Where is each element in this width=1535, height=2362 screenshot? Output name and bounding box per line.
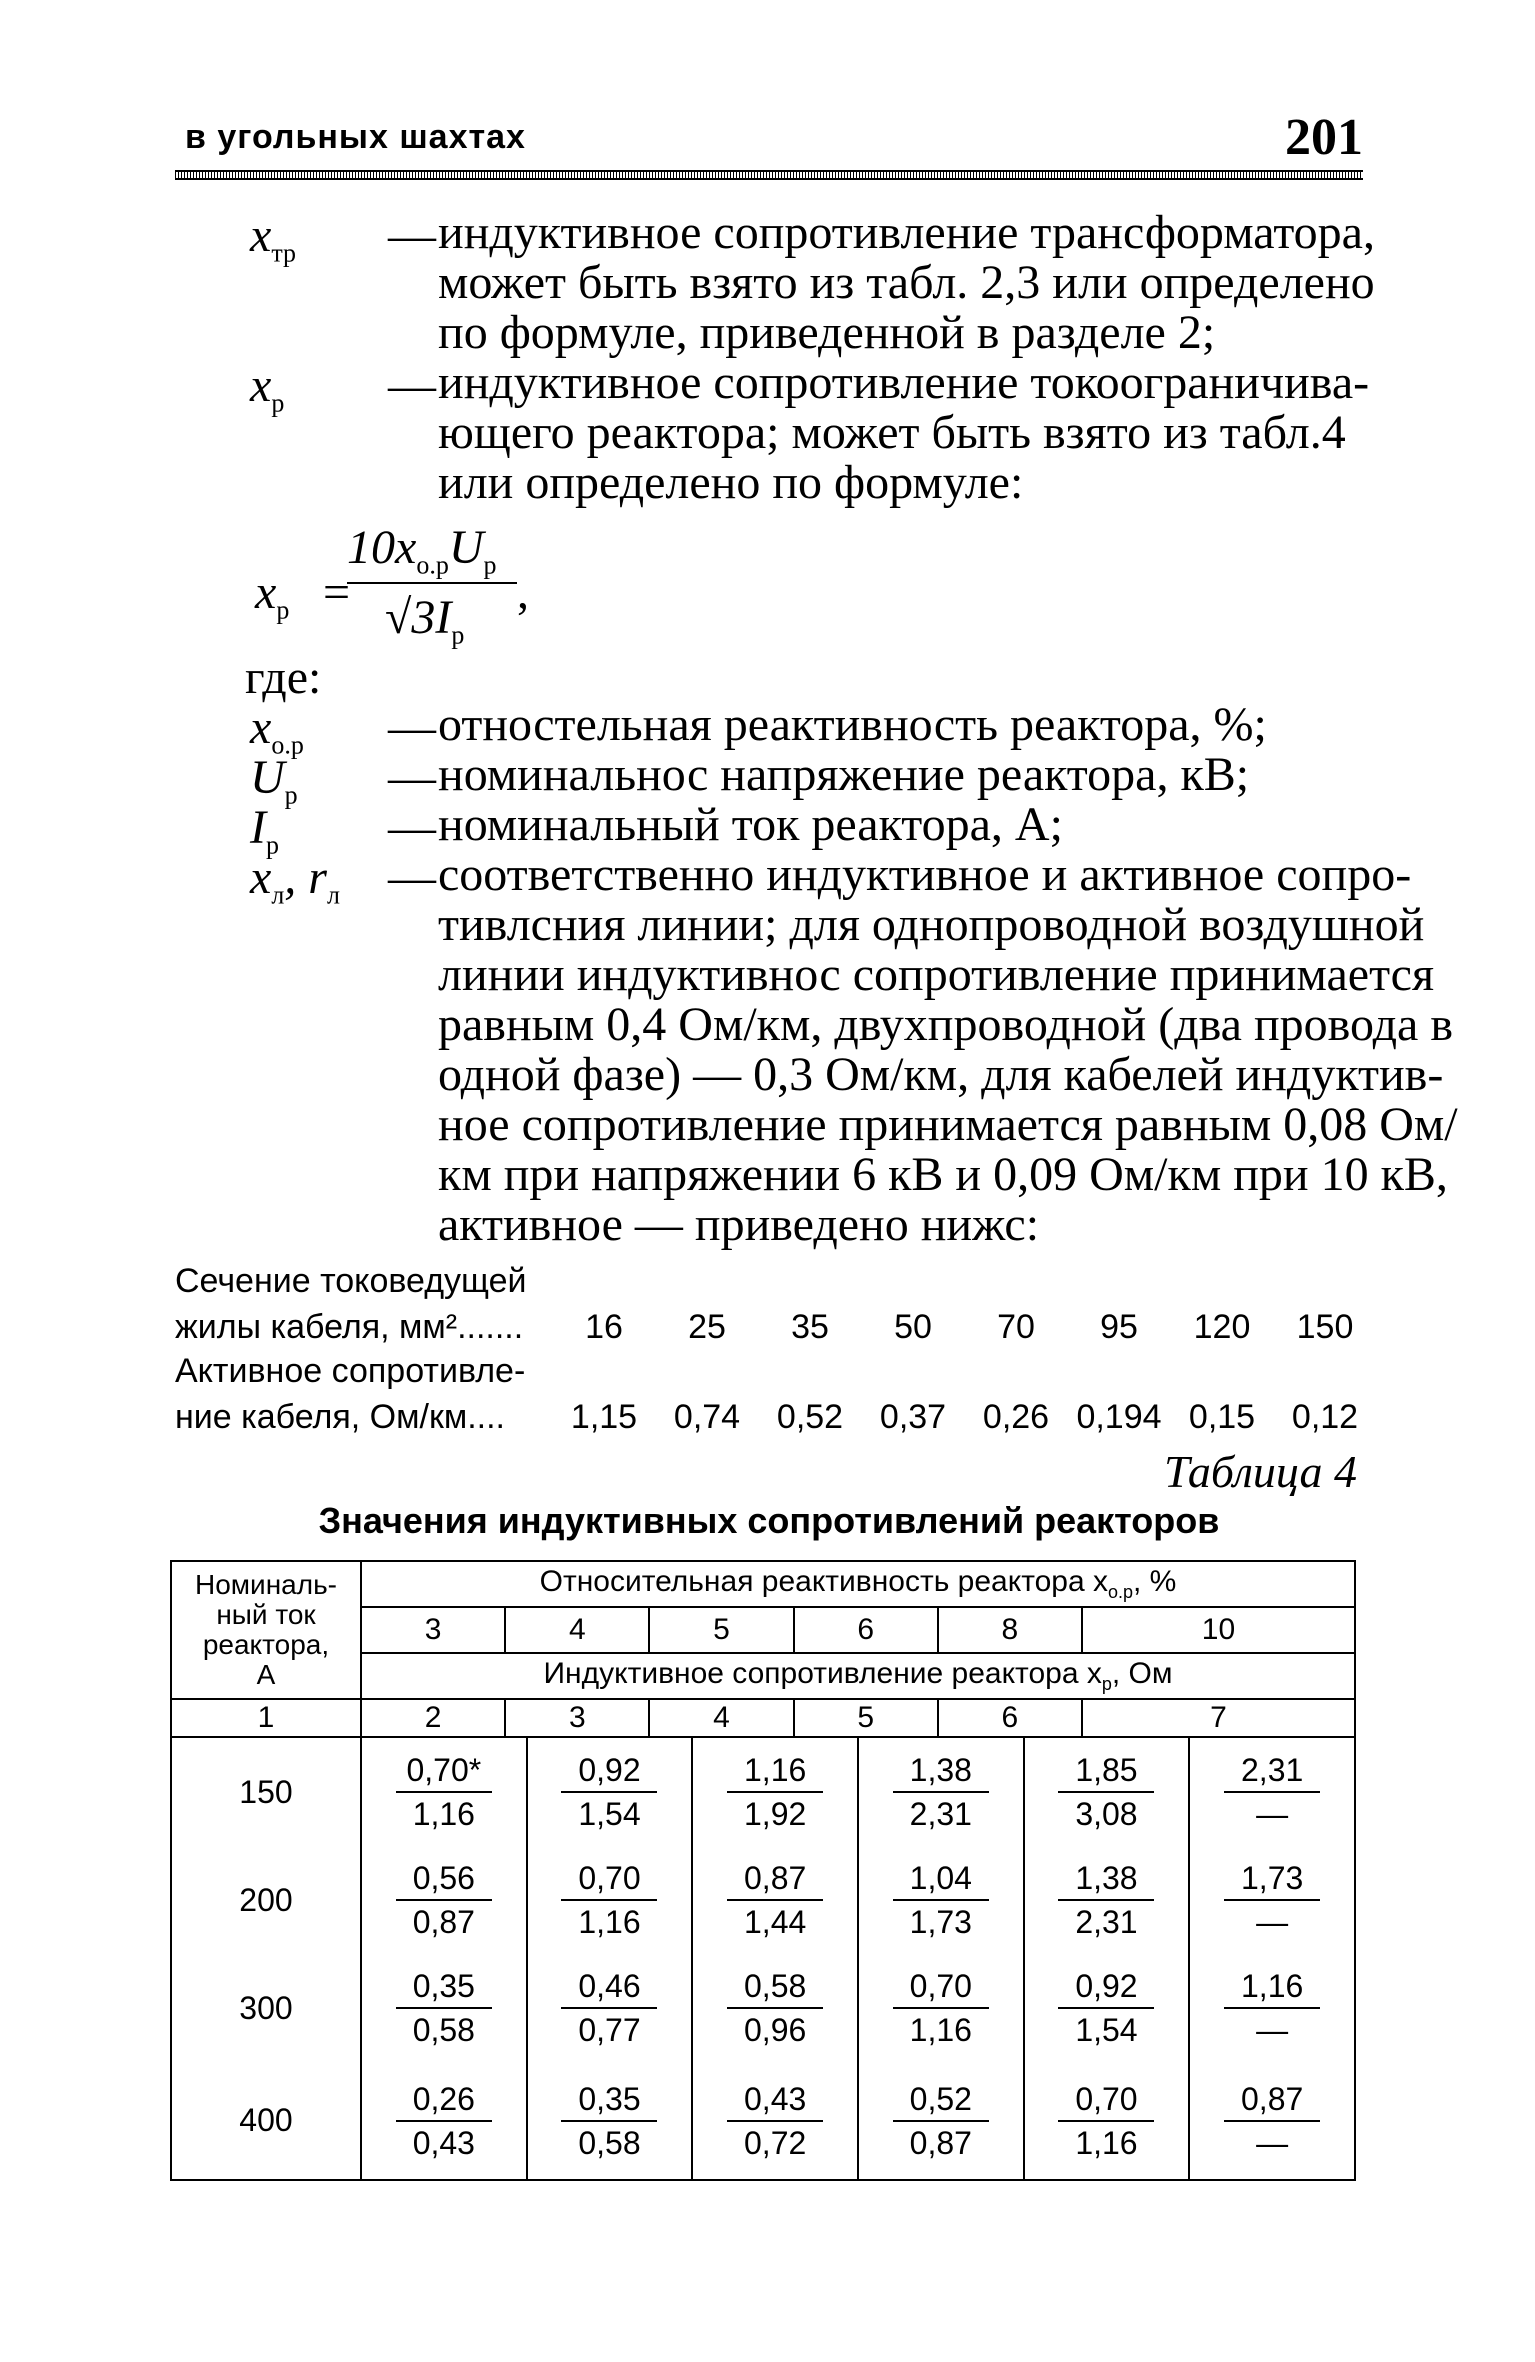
reactance-6kv: 0,70* xyxy=(396,1749,492,1793)
value-fraction xyxy=(396,1749,492,1835)
reactance-10kv: 0,58 xyxy=(412,2012,475,2048)
reactance-cell xyxy=(858,1954,1024,2062)
reactance-10kv: — xyxy=(1256,2124,1289,2161)
reactance-cell xyxy=(1024,1846,1190,1954)
dash: — xyxy=(388,851,436,904)
reactance-cell xyxy=(858,1846,1024,1954)
cable-resistance-value: 0,26 xyxy=(982,1398,1050,1436)
value-fraction xyxy=(1058,1965,1154,2051)
reactance-cell xyxy=(692,1846,858,1954)
formula-numerator: $10x_{о.р}U_р$ xyxy=(347,521,497,580)
reactance-10kv: 2,31 xyxy=(1075,1904,1138,1940)
percent-col: 8 xyxy=(938,1607,1082,1653)
percent-col: 6 xyxy=(794,1607,938,1653)
col-number: 5 xyxy=(794,1699,938,1737)
where-line: ное сопротивление принимается равным 0,08 Ом/ xyxy=(438,1098,1458,1151)
definition-line: индуктивное сопротивление токоограничива- xyxy=(438,356,1370,409)
where-line: активное — приведено нижс: xyxy=(438,1198,1040,1251)
cable-resistance-value: 0,52 xyxy=(776,1398,844,1436)
percent-col: 5 xyxy=(649,1607,793,1653)
page-number: 201 xyxy=(1285,109,1363,166)
reactance-10kv: — xyxy=(1256,1904,1289,1940)
where-line: номинальный ток реактора, А; xyxy=(438,798,1063,851)
cable-resistance-value: 0,12 xyxy=(1291,1398,1359,1436)
reactance-6kv: 0,92 xyxy=(561,1749,657,1793)
table-row xyxy=(171,1846,1355,1954)
table-number: Таблица 4 xyxy=(1163,1446,1357,1497)
cable-section-value: 35 xyxy=(791,1308,829,1346)
value-fraction xyxy=(1224,1857,1320,1943)
value-fraction xyxy=(727,1857,823,1943)
symbol-i-r: $I_р$ xyxy=(250,801,279,860)
dash: — xyxy=(388,751,436,804)
reactance-cell xyxy=(692,2062,858,2180)
reactance-cell xyxy=(1189,2062,1355,2180)
formula-comma: , xyxy=(517,566,529,619)
value-fraction xyxy=(561,1749,657,1835)
reactor-table-body xyxy=(170,1738,1356,2181)
reactance-10kv: 0,96 xyxy=(744,2012,807,2048)
reactance-10kv: 1,54 xyxy=(1075,2012,1138,2048)
reactance-cell xyxy=(1189,1846,1355,1954)
formula-denominator: $√3I_р$ xyxy=(385,591,465,650)
dash: — xyxy=(388,359,436,412)
percent-col: 4 xyxy=(505,1607,649,1653)
definition-line: или определено по формуле: xyxy=(438,456,1024,509)
current-cell: 200 xyxy=(171,1846,361,1954)
reactance-cell xyxy=(527,1846,693,1954)
reactance-cell xyxy=(1189,1954,1355,2062)
reactance-cell xyxy=(527,1954,693,2062)
col-number: 6 xyxy=(938,1699,1082,1737)
reactance-6kv: 0,92 xyxy=(1058,1965,1154,2009)
reactance-cell xyxy=(361,1846,527,1954)
reactance-6kv: 0,46 xyxy=(561,1965,657,2009)
reactance-6kv: 0,56 xyxy=(396,1857,492,1901)
value-fraction xyxy=(1058,2078,1154,2164)
definition-line: ющего реактора; может быть взято из табл.4 xyxy=(438,406,1346,459)
value-fraction xyxy=(893,1965,989,2051)
cable-resistance-value: 0,37 xyxy=(879,1398,947,1436)
reactor-formula xyxy=(255,520,595,660)
cable-resistance-value: 0,74 xyxy=(673,1398,741,1436)
reactance-6kv: 0,87 xyxy=(1224,2078,1320,2122)
reactance-6kv: 0,35 xyxy=(561,2078,657,2122)
header-rule xyxy=(175,170,1363,180)
reactance-10kv: 1,16 xyxy=(1075,2124,1138,2161)
where-line: линии индуктивнос сопротивление принимается xyxy=(438,948,1435,1001)
value-fraction xyxy=(1224,2078,1320,2164)
cable-section-value: 70 xyxy=(997,1308,1035,1346)
reactance-cell xyxy=(1189,1738,1355,1846)
reactance-cell xyxy=(858,1738,1024,1846)
cable-section-value: 120 xyxy=(1193,1308,1251,1346)
cable-resistance-value: 1,15 xyxy=(570,1398,638,1436)
formula-lhs: $x_р$ xyxy=(255,566,290,625)
percent-col: 10 xyxy=(1082,1607,1355,1653)
reactance-cell xyxy=(692,1954,858,2062)
where-line: одной фазе) — 0,3 Ом/км, для кабелей индуктив- xyxy=(438,1048,1444,1101)
reactance-cell xyxy=(1024,1738,1190,1846)
cable-section-label: Сечение токоведущей xyxy=(175,1262,527,1300)
reactance-6kv: 1,38 xyxy=(1058,1857,1154,1901)
reactance-6kv: 0,35 xyxy=(396,1965,492,2009)
reactance-cell xyxy=(1024,2062,1190,2180)
reactance-6kv: 1,04 xyxy=(893,1857,989,1901)
col-number: 7 xyxy=(1082,1699,1355,1737)
value-fraction xyxy=(1224,1965,1320,2051)
table-row xyxy=(171,1738,1355,1846)
where-line: км при напряжении 6 кВ и 0,09 Ом/км при 10 кВ, xyxy=(438,1148,1448,1201)
reactance-cell xyxy=(527,2062,693,2180)
cable-section-value: 95 xyxy=(1100,1308,1138,1346)
sub-header: Индуктивное сопротивление реактора $x_р$, Ом xyxy=(361,1653,1355,1699)
symbol-x-r: $x_р$ xyxy=(250,359,285,418)
reactance-6kv: 0,43 xyxy=(727,2078,823,2122)
where-line: соответственно индуктивное и активное сопро- xyxy=(438,848,1412,901)
cable-section-value: 50 xyxy=(894,1308,932,1346)
col-number: 3 xyxy=(505,1699,649,1737)
reactance-10kv: 0,77 xyxy=(578,2012,641,2048)
cable-section-label: жилы кабеля, мм²....... xyxy=(175,1308,524,1346)
where-line: номинальнос напряжение реактора, кВ; xyxy=(438,748,1250,801)
cable-section-value: 16 xyxy=(585,1308,623,1346)
value-fraction xyxy=(1224,1749,1320,1835)
symbol-x-or: $x_{о.р}$ xyxy=(250,701,304,760)
value-fraction xyxy=(396,2078,492,2164)
reactance-6kv: 1,16 xyxy=(1224,1965,1320,2009)
reactance-10kv: 1,73 xyxy=(909,1904,972,1940)
reactor-table xyxy=(170,1560,1356,1738)
reactance-6kv: 1,73 xyxy=(1224,1857,1320,1901)
group-header: Относительная реактивность реактора $x_{о.р}$, % xyxy=(361,1561,1355,1607)
cable-resistance-label: Активное сопротивле- xyxy=(175,1352,526,1390)
reactance-6kv: 2,31 xyxy=(1224,1749,1320,1793)
current-cell: 150 xyxy=(171,1738,361,1846)
reactance-10kv: 1,54 xyxy=(578,1796,641,1832)
value-fraction xyxy=(561,1965,657,2051)
reactance-cell xyxy=(361,1738,527,1846)
reactance-6kv: 0,52 xyxy=(893,2078,989,2122)
percent-col: 3 xyxy=(361,1607,505,1653)
table-title: Значения индуктивных сопротивлений реакторов xyxy=(318,1500,1220,1541)
reactance-6kv: 0,70 xyxy=(1058,2078,1154,2122)
value-fraction xyxy=(561,2078,657,2164)
reactance-6kv: 0,70 xyxy=(893,1965,989,2009)
reactance-cell xyxy=(1024,1954,1190,2062)
col-number: 1 xyxy=(171,1699,361,1737)
value-fraction xyxy=(396,1857,492,1943)
reactance-10kv: — xyxy=(1256,2012,1289,2048)
reactance-10kv: 1,16 xyxy=(412,1796,475,1832)
col-number: 2 xyxy=(361,1699,505,1737)
running-title: в угольных шахтах xyxy=(185,118,526,156)
reactance-10kv: 2,31 xyxy=(909,1796,972,1832)
reactance-cell xyxy=(527,1738,693,1846)
reactance-10kv: 0,72 xyxy=(744,2124,807,2161)
value-fraction xyxy=(893,2078,989,2164)
value-fraction xyxy=(727,2078,823,2164)
definition-line: может быть взято из табл. 2,3 или определено xyxy=(438,256,1375,309)
where-line: тивлсния линии; для однопроводной воздушной xyxy=(438,898,1425,951)
value-fraction xyxy=(396,1965,492,2051)
where-label: где: xyxy=(245,651,322,704)
reactance-6kv: 0,70 xyxy=(561,1857,657,1901)
value-fraction xyxy=(727,1749,823,1835)
reactance-6kv: 0,58 xyxy=(727,1965,823,2009)
symbol-x-l-r-l: $x_л$, $r_л$ xyxy=(250,851,340,910)
value-fraction xyxy=(727,1965,823,2051)
dash: — xyxy=(388,701,436,754)
reactance-10kv: 1,16 xyxy=(578,1904,641,1940)
reactance-10kv: — xyxy=(1256,1796,1289,1832)
reactance-cell xyxy=(361,1954,527,2062)
reactance-10kv: 0,87 xyxy=(412,1904,475,1940)
stub-header: Номиналь- ный ток реактора, А xyxy=(171,1561,361,1699)
fraction-bar xyxy=(347,582,517,584)
reactance-cell xyxy=(361,2062,527,2180)
table-row xyxy=(171,2062,1355,2180)
current-cell: 400 xyxy=(171,2062,361,2180)
reactance-10kv: 0,58 xyxy=(578,2124,641,2161)
cable-resistance-value: 0,194 xyxy=(1076,1398,1162,1436)
reactance-10kv: 1,92 xyxy=(744,1796,807,1832)
cable-section-value: 150 xyxy=(1296,1308,1354,1346)
value-fraction xyxy=(1058,1749,1154,1835)
reactance-10kv: 1,16 xyxy=(909,2012,972,2048)
symbol-u-r: $U_р$ xyxy=(250,751,298,810)
col-number: 4 xyxy=(649,1699,793,1737)
dash: — xyxy=(388,209,436,262)
reactance-6kv: 0,26 xyxy=(396,2078,492,2122)
reactance-cell xyxy=(692,1738,858,1846)
definition-line: индуктивное сопротивление трансформатора, xyxy=(438,206,1375,259)
symbol-x-tr: $x_{тр}$ xyxy=(250,209,296,268)
reactance-10kv: 3,08 xyxy=(1075,1796,1138,1832)
reactance-10kv: 0,87 xyxy=(909,2124,972,2161)
cable-resistance-label: ние кабеля, Ом/км.... xyxy=(175,1398,505,1436)
value-fraction xyxy=(1058,1857,1154,1943)
reactance-10kv: 1,44 xyxy=(744,1904,807,1940)
where-line: равным 0,4 Ом/км, двухпроводной (два провода в xyxy=(438,998,1454,1051)
value-fraction xyxy=(893,1857,989,1943)
dash: — xyxy=(388,801,436,854)
value-fraction xyxy=(893,1749,989,1835)
reactance-6kv: 1,38 xyxy=(893,1749,989,1793)
value-fraction xyxy=(561,1857,657,1943)
reactance-6kv: 1,16 xyxy=(727,1749,823,1793)
reactance-10kv: 0,43 xyxy=(412,2124,475,2161)
cable-section-value: 25 xyxy=(688,1308,726,1346)
formula-equals: = xyxy=(323,566,351,619)
reactance-6kv: 0,87 xyxy=(727,1857,823,1901)
cable-resistance-value: 0,15 xyxy=(1188,1398,1256,1436)
definition-line: по формуле, приведенной в разделе 2; xyxy=(438,306,1216,359)
table-row xyxy=(171,1954,1355,2062)
reactance-cell xyxy=(858,2062,1024,2180)
current-cell: 300 xyxy=(171,1954,361,2062)
where-line: отностельная реактивность реактора, %; xyxy=(438,698,1267,751)
reactance-6kv: 1,85 xyxy=(1058,1749,1154,1793)
